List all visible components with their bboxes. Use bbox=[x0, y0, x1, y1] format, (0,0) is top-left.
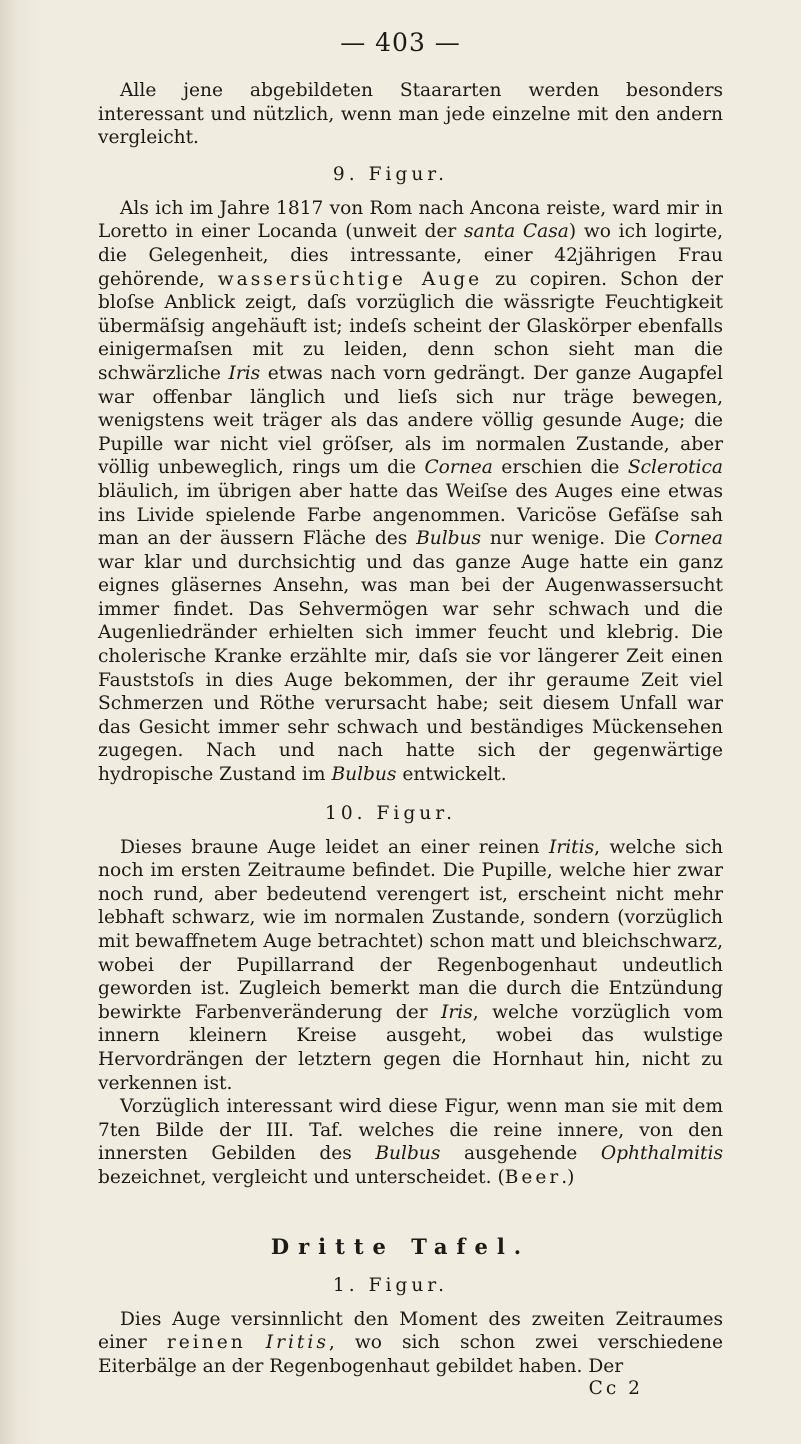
figure-9-paragraph: Als ich im Jahre 1817 von Rom nach Ancona reiste, ward mir in Loretto in einer Locanda (unweit der santa Casa) wo ich logirte, die Gelegenheit, dies intressante, einer 42jährigen Frau gehörende, wassersüchtige Auge zu copiren. Schon der bloſse Anblick zeigt, daſs vorzüglich die wässrigte Feuchtigkeit übermäſsig angehäuft ist; indeſs scheint der Glaskörper ebenfalls einigermaſsen mit zu leiden, denn schon sieht man die schwärzliche Iris etwas nach vorn gedrängt. Der ganze Augapfel war offenbar länglich und lieſs sich nur träge bewegen, wenigstens weit träger als das andere völlig gesunde Auge; die Pupille war nicht viel gröſser, als im normalen Zustande, aber völlig unbeweglich, rings um die Cornea erschien die Sclerotica bläulich, im übrigen aber hatte das Weiſse des Auges eine etwas ins Livide spielende Farbe angenommen. Varicöse Gefäſse sah man an der äussern Fläche des Bulbus nur wenige. Die Cornea war klar und durchsichtig und das ganze Auge hatte ein ganz eignes gläsernes Ansehn, was man bei der Augenwassersucht immer findet. Das Sehvermögen war sehr schwach und die Augenliedränder erhielten sich immer feucht und klebrig. Die cholerische Kranke erzählte mir, daſs sie vor längerer Zeit einen Fauststoſs in dies Auge bekommen, der ihr geraume Zeit viel Schmerzen und Röthe verursacht habe; seit diesem Unfall war das Gesicht immer sehr schwach und beständiges Mückensehen zugegen. Nach und nach hatte sich der gegenwärtige hydropische Zustand im Bulbus entwickelt. bbox=[98, 197, 724, 786]
figure-1-heading: 1. Figur. bbox=[332, 1274, 449, 1296]
figure-10-paragraph-2: Vorzüglich interessant wird diese Figur, wenn man sie mit dem 7ten Bilde der III. Taf. welches die reine innere, von den innersten Gebilden des Bulbus ausgehende Ophthalmitis bezeichnet, vergleicht und unterscheidet. (Beer.) bbox=[98, 1096, 723, 1188]
figure-9-heading: 9. Figur. bbox=[332, 163, 449, 185]
figure-10-paragraph-1: Dieses braune Auge leidet an einer reinen Iritis, welche sich noch im ersten Zeitraume befindet. Die Pupille, welche hier zwar noch rund, aber bedeutend verengert ist, erscheint nicht mehr lebhaft schwarz, wie im normalen Zustande, sondern (vorzüglich mit bewaffnetem Auge betrachtet) schon matt und bleichschwarz, wobei der Pupillarrand der Regenbogenhaut undeutlich geworden ist. Zugleich bemerkt man die durch die Entzündung bewirkte Farbenveränderung der Iris, welche vorzüglich vom innern kleinern Kreise ausgeht, wobei das wulstige Hervordrängen der letztern gegen die Hornhaut hin, nicht zu verkennen ist. bbox=[98, 836, 724, 1094]
signature-mark: Cc 2 bbox=[588, 1378, 643, 1400]
figure-10-heading: 10. Figur. bbox=[325, 802, 456, 824]
section-heading: Dritte Tafel. bbox=[270, 1233, 531, 1259]
intro-paragraph: Alle jene abgebildeten Staararten werden besonders interessant und nützlich, wenn man jede einzelne mit den andern vergleicht. bbox=[98, 80, 723, 149]
figure-1-paragraph: Dies Auge versinnlicht den Moment des zweiten Zeitraumes einer reinen Iritis, wo sich schon zwei verschiedene Eiterbälge an der Regenbogenhaut gebildet haben. Der bbox=[98, 1308, 723, 1377]
page-number: — 403 — bbox=[340, 28, 461, 57]
